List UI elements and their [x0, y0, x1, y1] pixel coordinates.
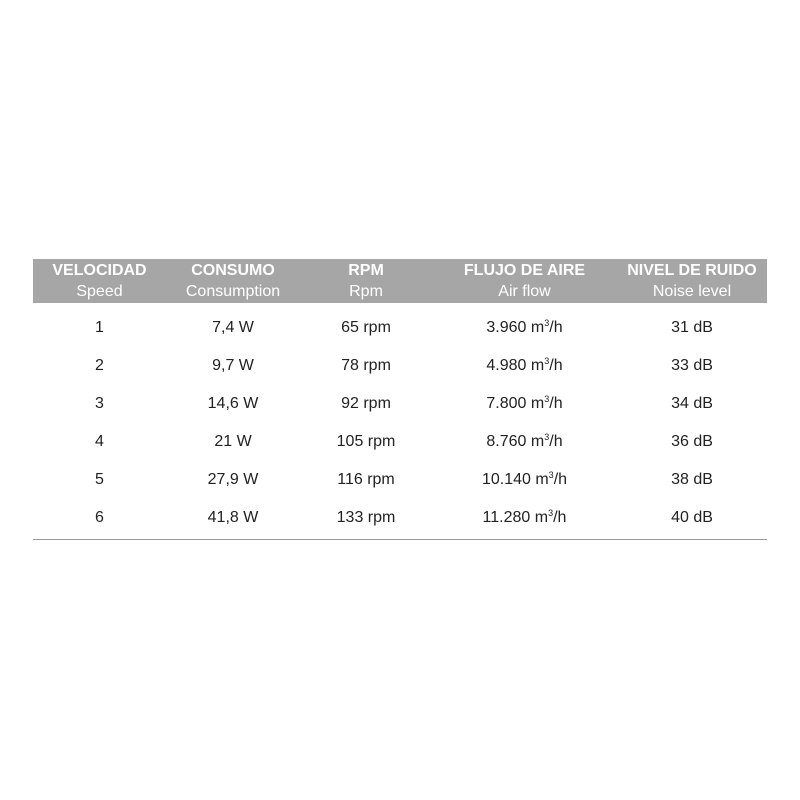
rpm-cell: 105 rpm: [336, 433, 396, 450]
airflow-cell: [432, 319, 617, 337]
header-rpm-es: RPM: [348, 262, 384, 279]
airflow-unit-exp: 3: [544, 432, 550, 442]
airflow-unit-exp: 3: [548, 470, 554, 480]
airflow-cell: [432, 471, 617, 489]
airflow-unit-suffix: /h: [549, 433, 563, 450]
header-speed: [33, 259, 166, 303]
consumption-cell: 41,8 W: [207, 509, 259, 526]
header-rpm: [300, 259, 432, 303]
airflow-cell: [432, 433, 617, 451]
header-rpm-en: Rpm: [349, 283, 383, 300]
airflow-value: 4.980: [486, 357, 527, 374]
header-airflow-es: FLUJO DE AIRE: [463, 262, 586, 279]
airflow-cell: [432, 509, 617, 527]
header-speed-en: Speed: [76, 283, 123, 300]
table-header: [33, 259, 767, 303]
speed-cell: 4: [95, 433, 104, 450]
airflow-unit-prefix: m: [534, 509, 549, 526]
table-row: [33, 461, 767, 499]
airflow-unit-prefix: m: [530, 357, 545, 374]
airflow-value: 8.760: [486, 433, 527, 450]
speed-cell: 5: [95, 471, 104, 488]
airflow-value: 10.140: [481, 471, 531, 488]
airflow-unit-exp: 3: [544, 394, 550, 404]
airflow-unit-prefix: m: [530, 395, 545, 412]
rpm-cell: 78 rpm: [341, 357, 391, 374]
airflow-cell: [432, 357, 617, 375]
airflow-unit-prefix: m: [535, 471, 549, 488]
noise-cell: 38 dB: [671, 471, 713, 488]
speed-cell: 6: [95, 509, 104, 526]
table-row: [33, 347, 767, 385]
table-body: [33, 309, 767, 537]
noise-cell: 34 dB: [671, 395, 713, 412]
header-speed-es: VELOCIDAD: [52, 262, 147, 279]
speed-cell: 3: [95, 395, 104, 412]
consumption-cell: 9,7 W: [212, 357, 254, 374]
noise-cell: 33 dB: [671, 357, 713, 374]
airflow-value: 7.800: [486, 395, 527, 412]
header-consumption-es: CONSUMO: [191, 262, 275, 279]
specs-table: [33, 259, 767, 537]
header-consumption: [166, 259, 300, 303]
consumption-cell: 14,6 W: [207, 395, 259, 412]
noise-cell: 36 dB: [671, 433, 713, 450]
table-row: [33, 423, 767, 461]
header-consumption-en: Consumption: [185, 283, 281, 300]
header-noise: [617, 259, 767, 303]
airflow-unit-suffix: /h: [549, 357, 563, 374]
rpm-cell: 65 rpm: [341, 319, 391, 336]
speed-cell: 1: [95, 319, 104, 336]
airflow-unit-exp: 3: [544, 318, 550, 328]
rpm-cell: 116 rpm: [337, 471, 395, 488]
airflow-unit-suffix: /h: [549, 319, 563, 336]
bottom-rule: [33, 539, 767, 540]
speed-cell: 2: [95, 357, 104, 374]
consumption-cell: 7,4 W: [212, 319, 254, 336]
header-airflow-en: Air flow: [498, 283, 551, 300]
airflow-unit-exp: 3: [544, 356, 550, 366]
header-noise-en: Noise level: [652, 283, 732, 300]
consumption-cell: 21 W: [214, 433, 252, 450]
airflow-unit-suffix: /h: [553, 509, 567, 526]
airflow-cell: [432, 395, 617, 413]
noise-cell: 31 dB: [671, 319, 713, 336]
table-row: [33, 499, 767, 537]
table-row: [33, 385, 767, 423]
airflow-unit-suffix: /h: [553, 471, 568, 488]
rpm-cell: 133 rpm: [336, 509, 396, 526]
header-noise-es: NIVEL DE RUIDO: [627, 262, 757, 279]
consumption-cell: 27,9 W: [207, 471, 259, 488]
airflow-unit-prefix: m: [530, 433, 545, 450]
noise-cell: 40 dB: [671, 509, 713, 526]
header-airflow: [432, 259, 617, 303]
airflow-value: 11.280: [482, 509, 531, 526]
airflow-unit-exp: 3: [548, 508, 554, 518]
table-row: [33, 309, 767, 347]
airflow-value: 3.960: [486, 319, 527, 336]
airflow-unit-suffix: /h: [549, 395, 563, 412]
airflow-unit-prefix: m: [530, 319, 545, 336]
rpm-cell: 92 rpm: [341, 395, 391, 412]
